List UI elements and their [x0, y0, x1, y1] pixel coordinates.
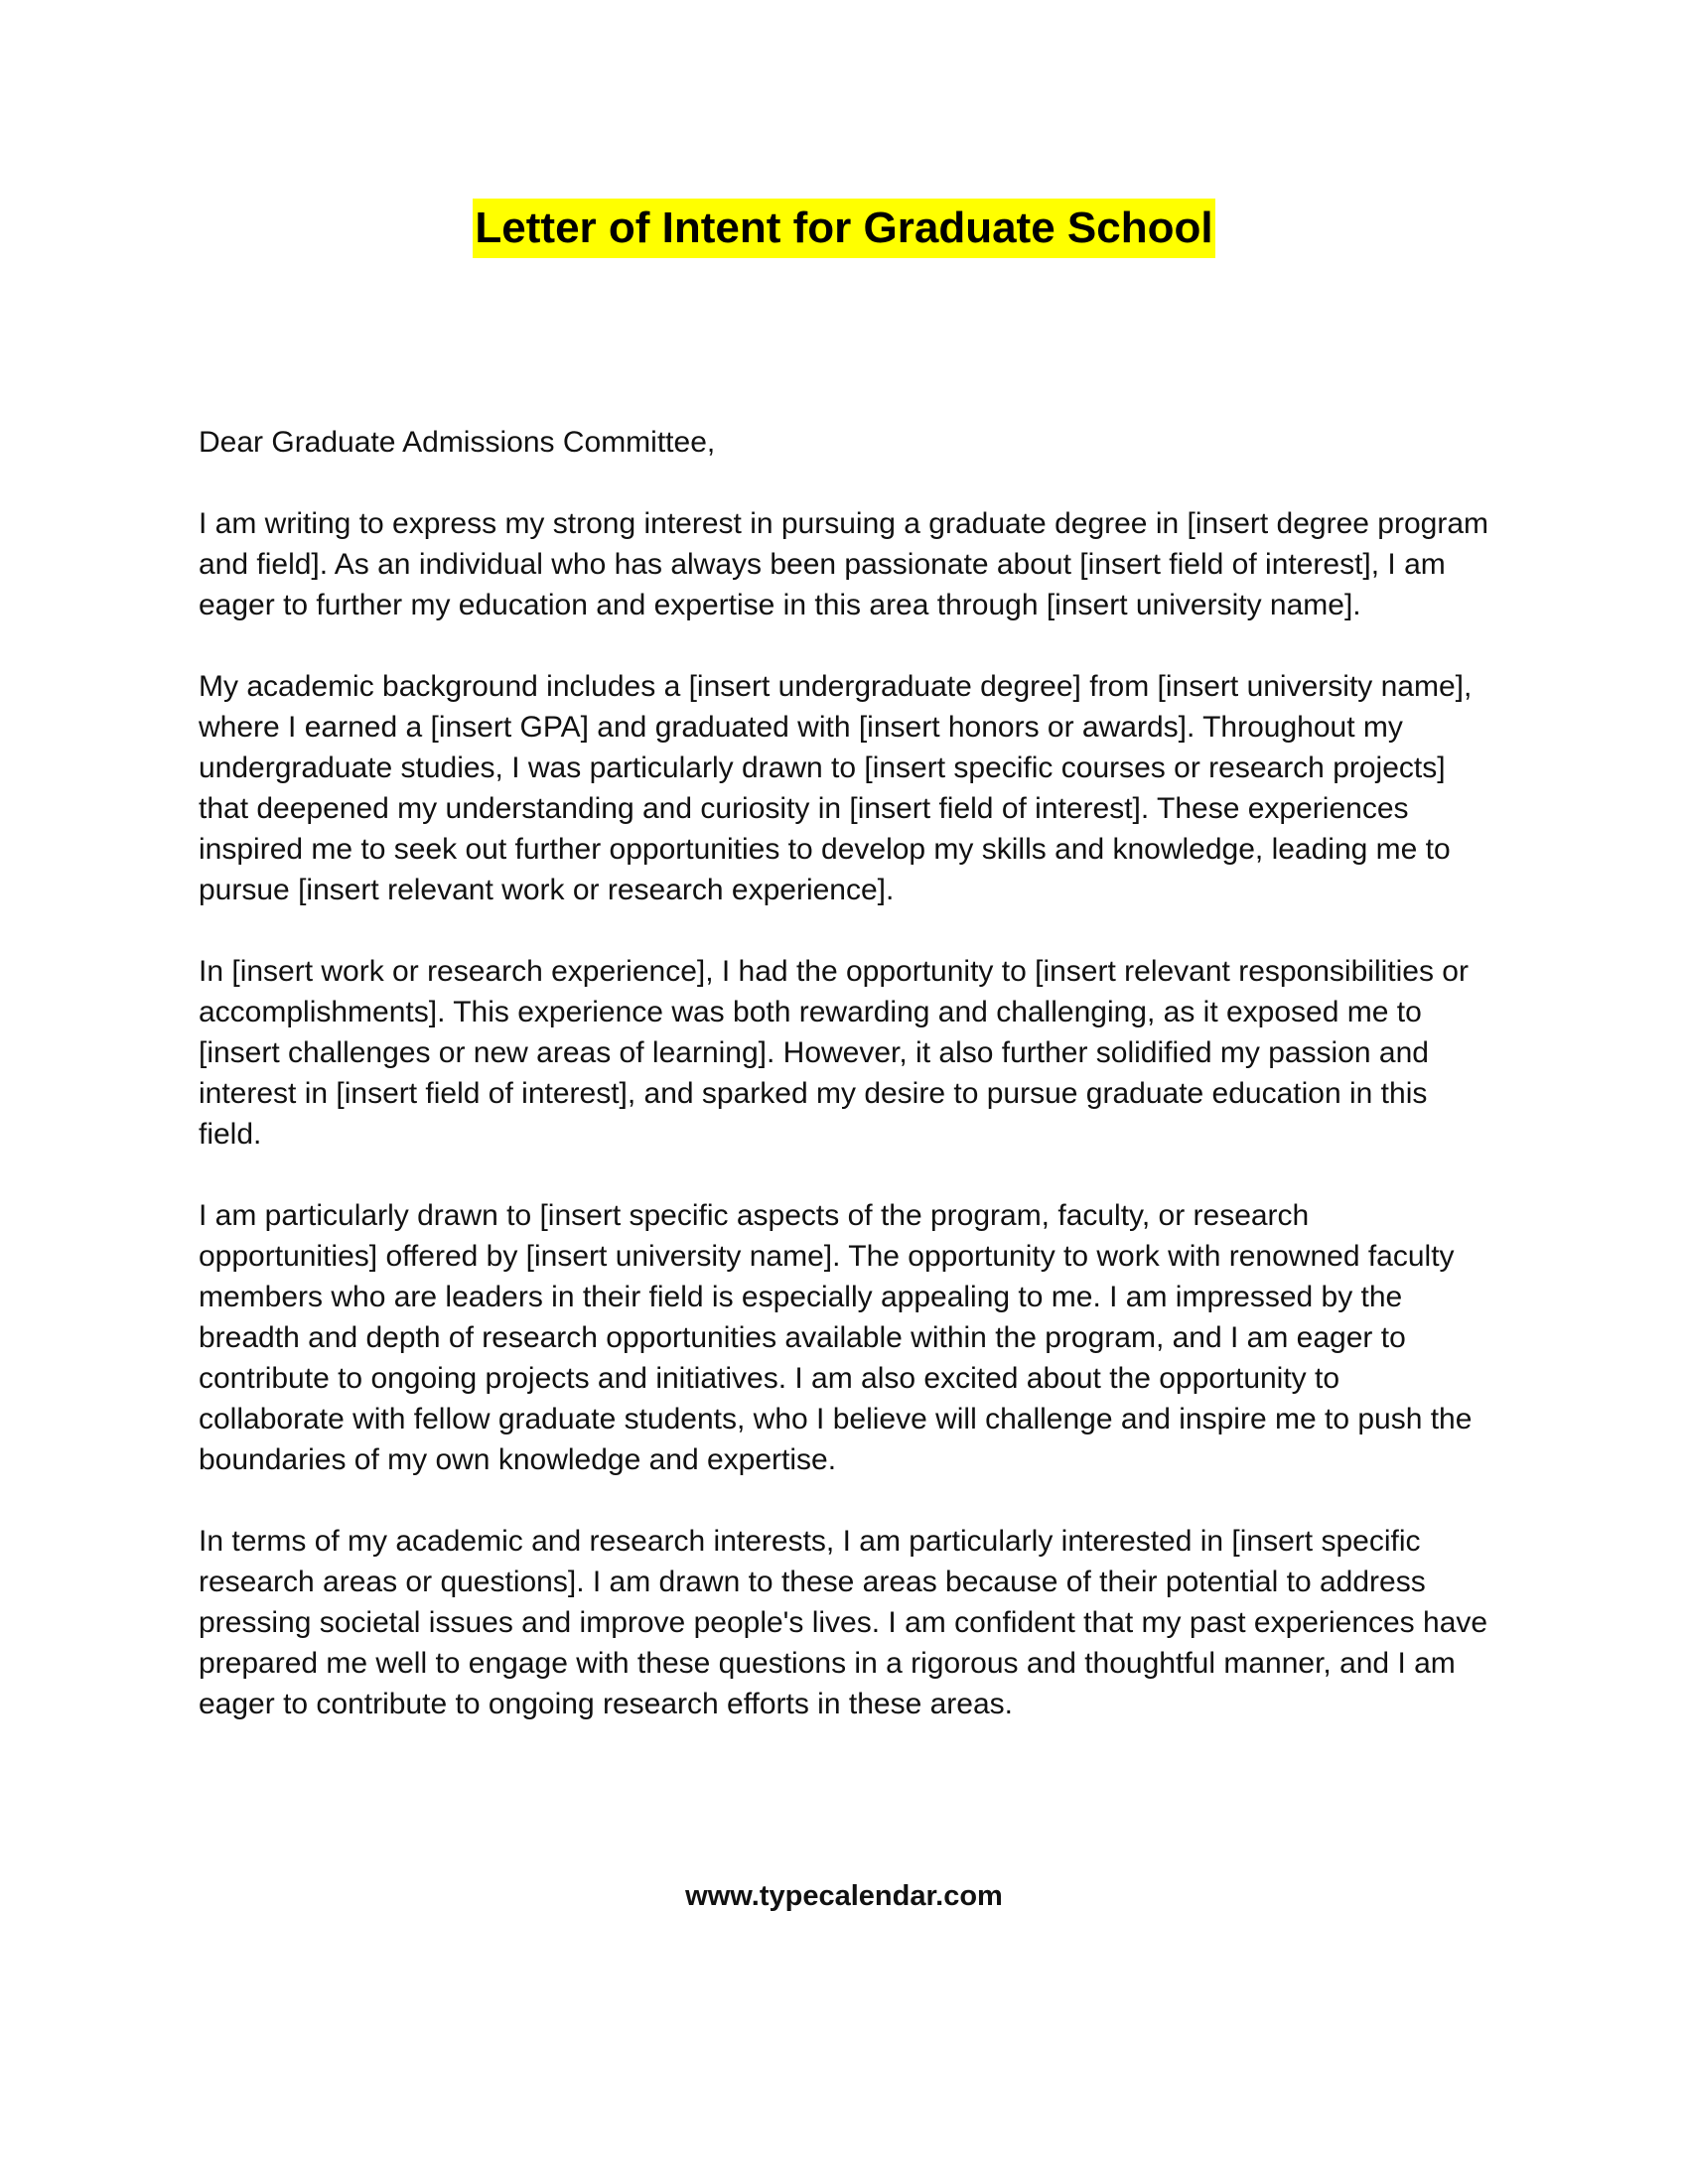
paragraph-3: In [insert work or research experience], I had the opportunity to [insert relevant responsibilities or accomplishments]. This experience was both rewarding and challenging, as it exposed me to [insert challenges or new areas of learning]. However, it also further solidified my passion and interest in [insert field of interest], and sparked my desire to pursue graduate education in this field. — [199, 955, 1469, 1151]
paragraph-4: I am particularly drawn to [insert specific aspects of the program, faculty, or research opportunities] offered by [insert university name]. The opportunity to work with renowned faculty members who are leaders in their field is especially appealing to me. I am impressed by the breadth and depth of research opportunities available within the program, and I am eager to contribute to ongoing projects and initiatives. I am also excited about the opportunity to collaborate with fellow graduate students, who I believe will challenge and inspire me to push the boundaries of my own knowledge and expertise. — [199, 1199, 1473, 1476]
paragraph-5: In terms of my academic and research interests, I am particularly interested in [insert specific research areas or questions]. I am drawn to these areas because of their potential to address pressing societal issues and improve people's lives. I am confident that my past experiences have prepared me well to engage with these questions in a rigorous and thoughtful manner, and I am eager to contribute to ongoing research efforts in these areas. — [199, 1525, 1488, 1720]
footer-url: www.typecalendar.com — [685, 1880, 1003, 1912]
title-container — [0, 199, 1688, 258]
letter-body — [199, 422, 1489, 1765]
paragraph-2: My academic background includes a [insert undergraduate degree] from [insert university name], where I earned a [insert GPA] and graduated with [insert honors or awards]. Throughout my undergraduate studies, I was particularly drawn to [insert specific courses or research projects] that deepened my understanding and curiosity in [insert field of interest]. These experiences inspired me to seek out further opportunities to develop my skills and knowledge, leading me to pursue [insert relevant work or research experience]. — [199, 670, 1473, 906]
page-title: Letter of Intent for Graduate School — [473, 199, 1214, 258]
salutation: Dear Graduate Admissions Committee, — [199, 426, 716, 459]
paragraph-1: I am writing to express my strong interest in pursuing a graduate degree in [insert degree program and field]. As an individual who has always been passionate about [insert field of interest], I am eager to further my education and expertise in this area through [insert university name]. — [199, 507, 1488, 621]
